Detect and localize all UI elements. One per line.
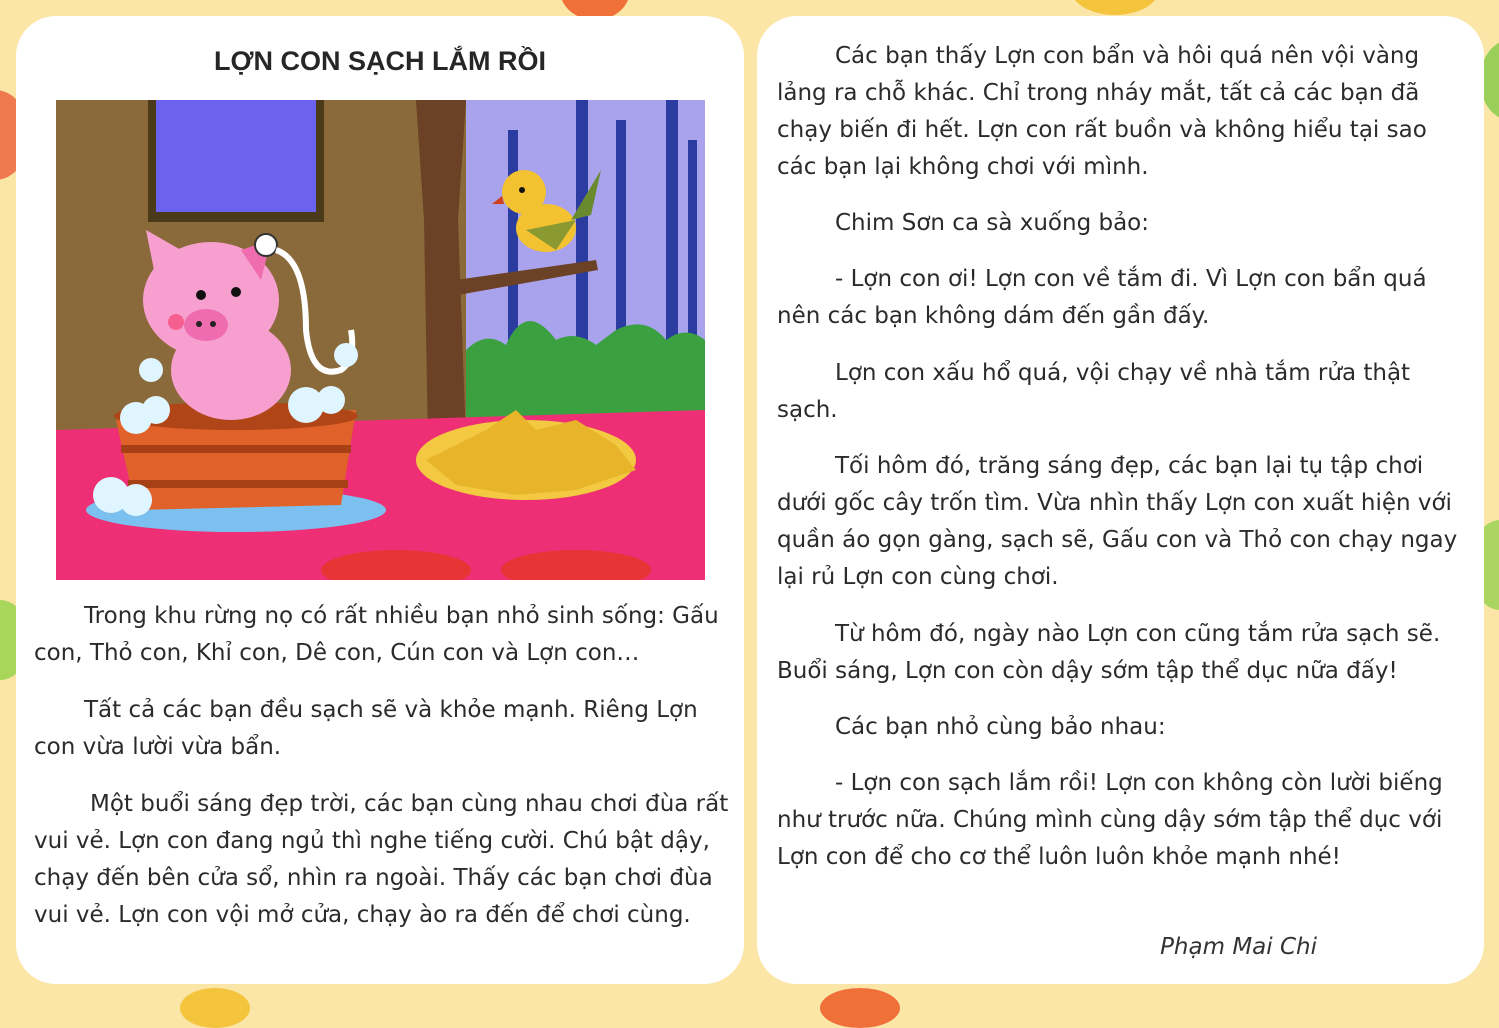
- story-paragraph: Các bạn nhỏ cùng bảo nhau:: [835, 714, 1166, 740]
- story-paragraph: - Lợn con sạch lắm rồi! Lợn con không còn lười biếng như trước nữa. Chúng mình cùng dậy sớm tập thể dục với Lợn con để cho cơ thể luôn luôn khỏe mạnh nhé!: [777, 770, 1443, 870]
- right-page-card: [757, 16, 1484, 984]
- story-paragraph: - Lợn con ơi! Lợn con về tắm đi. Vì Lợn con bẩn quá nên các bạn không dám đến gần đấy.: [777, 266, 1427, 329]
- story-illustration: [56, 100, 705, 580]
- story-paragraph: Lợn con xấu hổ quá, vội chạy về nhà tắm rửa thật sạch.: [777, 360, 1411, 423]
- pig-bath-illustration: [56, 100, 705, 580]
- story-title: LỢN CON SẠCH LẮM RỒI: [213, 46, 546, 76]
- story-paragraph: Từ hôm đó, ngày nào Lợn con cũng tắm rửa sạch sẽ. Buổi sáng, Lợn con còn dậy sớm tập thể dục nữa đấy!: [777, 621, 1441, 684]
- story-paragraph: Các bạn thấy Lợn con bẩn và hôi quá nên vội vàng lảng ra chỗ khác. Chỉ trong nháy mắt, tất cả các bạn đã chạy biến đi hết. Lợn con rất buồn và không hiểu tại sao các bạn lại không chơi với mình.: [777, 43, 1427, 180]
- story-paragraph: Tất cả các bạn đều sạch sẽ và khỏe mạnh. Riêng Lợn con vừa lười vừa bẩn.: [34, 697, 698, 760]
- story-paragraph: Trong khu rừng nọ có rất nhiều bạn nhỏ sinh sống: Gấu con, Thỏ con, Khỉ con, Dê con, Cún con và Lợn con…: [34, 603, 719, 666]
- window-icon: [148, 100, 324, 222]
- story-author: Phạm Mai Chi: [1160, 934, 1317, 960]
- story-paragraph: Một buổi sáng đẹp trời, các bạn cùng nhau chơi đùa rất vui vẻ. Lợn con đang ngủ thì nghe tiếng cười. Chú bật dậy, chạy đến bên cửa sổ, nhìn ra ngoài. Thấy các bạn chơi đùa vui vẻ. Lợn con vội mở cửa, chạy ào ra đến để chơi cùng.: [34, 791, 729, 928]
- background-decoration: [180, 988, 250, 1028]
- story-paragraph: Chim Sơn ca sà xuống bảo:: [835, 210, 1150, 236]
- background-decoration: [1070, 0, 1160, 15]
- left-page-card: [16, 16, 744, 984]
- background-decoration: [820, 988, 900, 1028]
- story-paragraph: Tối hôm đó, trăng sáng đẹp, các bạn lại tụ tập chơi dưới gốc cây trốn tìm. Vừa nhìn thấy Lợn con xuất hiện với quần áo gọn gàng, sạch sẽ, Gấu con và Thỏ con chạy ngay lại rủ Lợn con cùng chơi.: [777, 453, 1458, 590]
